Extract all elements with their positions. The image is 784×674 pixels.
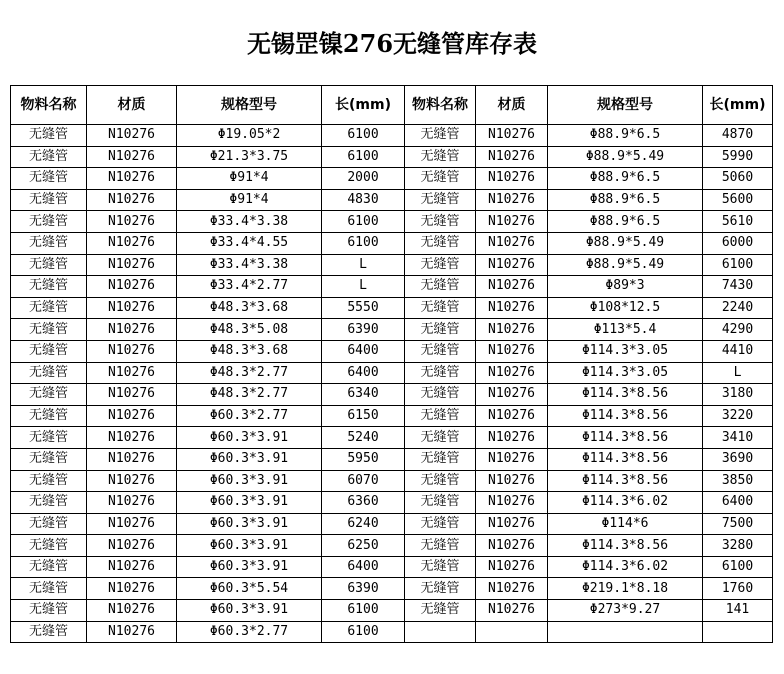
cell-length: 3410	[703, 427, 773, 449]
cell-name: 无缝管	[405, 362, 476, 384]
cell-length: 6400	[322, 556, 405, 578]
cell-spec: Φ88.9*6.5	[548, 189, 703, 211]
cell-name: 无缝管	[405, 600, 476, 622]
cell-length: 6390	[322, 319, 405, 341]
cell-material: N10276	[476, 254, 548, 276]
cell-material: N10276	[476, 535, 548, 557]
cell-material: N10276	[87, 168, 177, 190]
cell-length: 6400	[703, 492, 773, 514]
cell-spec: Φ60.3*2.77	[177, 405, 322, 427]
cell-name: 无缝管	[405, 276, 476, 298]
cell-material: N10276	[476, 427, 548, 449]
cell-name: 无缝管	[405, 254, 476, 276]
cell-length: 5950	[322, 448, 405, 470]
cell-name: 无缝管	[405, 405, 476, 427]
cell-spec: Φ219.1*8.18	[548, 578, 703, 600]
cell-material: N10276	[476, 362, 548, 384]
cell-material: N10276	[87, 556, 177, 578]
cell-name: 无缝管	[405, 513, 476, 535]
cell-name: 无缝管	[405, 448, 476, 470]
cell-name: 无缝管	[405, 232, 476, 254]
empty-cell	[703, 621, 773, 643]
table-row	[11, 340, 773, 362]
cell-material: N10276	[87, 384, 177, 406]
cell-material: N10276	[476, 276, 548, 298]
cell-spec: Φ33.4*4.55	[177, 232, 322, 254]
cell-spec: Φ88.9*5.49	[548, 146, 703, 168]
page-title: 无锡罡镍276无缝管库存表	[246, 29, 538, 58]
table-row	[11, 384, 773, 406]
cell-material: N10276	[87, 405, 177, 427]
table-row	[11, 254, 773, 276]
cell-spec: Φ60.3*2.77	[177, 621, 322, 643]
cell-name: 无缝管	[11, 276, 87, 298]
cell-length: 6100	[703, 254, 773, 276]
cell-length: 3850	[703, 470, 773, 492]
cell-spec: Φ113*5.4	[548, 319, 703, 341]
cell-spec: Φ48.3*3.68	[177, 340, 322, 362]
table-row	[11, 125, 773, 147]
cell-material: N10276	[87, 297, 177, 319]
cell-material: N10276	[87, 276, 177, 298]
cell-length: 4410	[703, 340, 773, 362]
cell-name: 无缝管	[11, 211, 87, 233]
table-row	[11, 211, 773, 233]
cell-name: 无缝管	[11, 168, 87, 190]
cell-spec: Φ60.3*3.91	[177, 492, 322, 514]
header-material: 材质	[87, 86, 177, 125]
cell-length: 6400	[322, 362, 405, 384]
cell-spec: Φ88.9*5.49	[548, 254, 703, 276]
cell-material: N10276	[87, 513, 177, 535]
cell-length: 6100	[322, 232, 405, 254]
cell-spec: Φ60.3*5.54	[177, 578, 322, 600]
cell-name: 无缝管	[405, 189, 476, 211]
table-row	[11, 513, 773, 535]
cell-spec: Φ88.9*6.5	[548, 125, 703, 147]
cell-spec: Φ88.9*5.49	[548, 232, 703, 254]
cell-length: 3220	[703, 405, 773, 427]
cell-name: 无缝管	[11, 448, 87, 470]
header-row	[11, 86, 773, 125]
cell-name: 无缝管	[11, 535, 87, 557]
cell-length: 6070	[322, 470, 405, 492]
cell-spec: Φ114.3*6.02	[548, 556, 703, 578]
cell-name: 无缝管	[11, 513, 87, 535]
header-name: 物料名称	[405, 86, 476, 125]
cell-spec: Φ60.3*3.91	[177, 448, 322, 470]
cell-material: N10276	[476, 448, 548, 470]
header-length: 长(mm)	[322, 86, 405, 125]
cell-length: 3280	[703, 535, 773, 557]
table-row	[11, 232, 773, 254]
cell-length: 6100	[322, 125, 405, 147]
cell-length: 3690	[703, 448, 773, 470]
table-row	[11, 427, 773, 449]
cell-spec: Φ91*4	[177, 168, 322, 190]
cell-length: 4830	[322, 189, 405, 211]
cell-length: 7500	[703, 513, 773, 535]
cell-spec: Φ114.3*8.56	[548, 405, 703, 427]
cell-material: N10276	[87, 362, 177, 384]
cell-spec: Φ88.9*6.5	[548, 211, 703, 233]
cell-name: 无缝管	[11, 340, 87, 362]
cell-spec: Φ114.3*3.05	[548, 340, 703, 362]
cell-spec: Φ114.3*8.56	[548, 448, 703, 470]
cell-spec: Φ114.3*8.56	[548, 427, 703, 449]
cell-spec: Φ89*3	[548, 276, 703, 298]
cell-spec: Φ21.3*3.75	[177, 146, 322, 168]
cell-length: 5060	[703, 168, 773, 190]
table-row	[11, 168, 773, 190]
table-row	[11, 405, 773, 427]
cell-material: N10276	[87, 535, 177, 557]
cell-length: 4870	[703, 125, 773, 147]
cell-name: 无缝管	[11, 578, 87, 600]
empty-cell	[476, 621, 548, 643]
cell-length: L	[322, 254, 405, 276]
cell-length: 1760	[703, 578, 773, 600]
cell-material: N10276	[476, 297, 548, 319]
cell-material: N10276	[87, 146, 177, 168]
table-row	[11, 556, 773, 578]
cell-length: 5990	[703, 146, 773, 168]
cell-length: 6340	[322, 384, 405, 406]
cell-material: N10276	[87, 340, 177, 362]
table-row	[11, 600, 773, 622]
cell-name: 无缝管	[11, 146, 87, 168]
cell-material: N10276	[87, 470, 177, 492]
table-row	[11, 362, 773, 384]
cell-spec: Φ60.3*3.91	[177, 600, 322, 622]
cell-spec: Φ114.3*8.56	[548, 470, 703, 492]
cell-name: 无缝管	[11, 384, 87, 406]
header-name: 物料名称	[11, 86, 87, 125]
cell-name: 无缝管	[11, 125, 87, 147]
cell-spec: Φ60.3*3.91	[177, 427, 322, 449]
cell-name: 无缝管	[11, 492, 87, 514]
cell-name: 无缝管	[405, 146, 476, 168]
inventory-table	[10, 85, 773, 643]
header-spec: 规格型号	[177, 86, 322, 125]
cell-material: N10276	[476, 232, 548, 254]
cell-spec: Φ60.3*3.91	[177, 556, 322, 578]
cell-length: 3180	[703, 384, 773, 406]
cell-name: 无缝管	[405, 319, 476, 341]
table-row	[11, 297, 773, 319]
cell-material: N10276	[476, 211, 548, 233]
cell-spec: Φ19.05*2	[177, 125, 322, 147]
cell-name: 无缝管	[11, 362, 87, 384]
cell-name: 无缝管	[11, 427, 87, 449]
cell-length: 141	[703, 600, 773, 622]
cell-spec: Φ60.3*3.91	[177, 470, 322, 492]
header-spec: 规格型号	[548, 86, 703, 125]
cell-length: L	[322, 276, 405, 298]
cell-length: 6100	[322, 600, 405, 622]
table-row	[11, 276, 773, 298]
cell-material: N10276	[87, 448, 177, 470]
cell-material: N10276	[476, 319, 548, 341]
cell-material: N10276	[87, 211, 177, 233]
table-row	[11, 319, 773, 341]
cell-length: 6250	[322, 535, 405, 557]
cell-material: N10276	[476, 578, 548, 600]
cell-name: 无缝管	[405, 384, 476, 406]
cell-name: 无缝管	[405, 211, 476, 233]
table-row	[11, 189, 773, 211]
cell-spec: Φ33.4*2.77	[177, 276, 322, 298]
cell-length: 6100	[322, 211, 405, 233]
cell-material: N10276	[87, 189, 177, 211]
table-row	[11, 448, 773, 470]
cell-length: 4290	[703, 319, 773, 341]
table-row	[11, 146, 773, 168]
cell-spec: Φ33.4*3.38	[177, 254, 322, 276]
cell-material: N10276	[476, 556, 548, 578]
cell-spec: Φ48.3*2.77	[177, 362, 322, 384]
cell-spec: Φ48.3*2.77	[177, 384, 322, 406]
cell-name: 无缝管	[405, 125, 476, 147]
cell-spec: Φ114.3*8.56	[548, 535, 703, 557]
cell-name: 无缝管	[405, 535, 476, 557]
cell-material: N10276	[476, 146, 548, 168]
cell-material: N10276	[87, 232, 177, 254]
cell-length: 7430	[703, 276, 773, 298]
cell-length: 6360	[322, 492, 405, 514]
cell-name: 无缝管	[11, 405, 87, 427]
cell-material: N10276	[476, 340, 548, 362]
cell-name: 无缝管	[405, 340, 476, 362]
empty-cell	[405, 621, 476, 643]
cell-length: 5600	[703, 189, 773, 211]
cell-material: N10276	[476, 125, 548, 147]
cell-name: 无缝管	[11, 470, 87, 492]
cell-spec: Φ114.3*8.56	[548, 384, 703, 406]
cell-spec: Φ108*12.5	[548, 297, 703, 319]
cell-material: N10276	[476, 470, 548, 492]
header-material: 材质	[476, 86, 548, 125]
empty-cell	[548, 621, 703, 643]
cell-length: 6100	[322, 146, 405, 168]
cell-spec: Φ114.3*6.02	[548, 492, 703, 514]
cell-length: 5550	[322, 297, 405, 319]
cell-name: 无缝管	[11, 556, 87, 578]
cell-material: N10276	[87, 125, 177, 147]
cell-spec: Φ273*9.27	[548, 600, 703, 622]
table-row	[11, 535, 773, 557]
cell-material: N10276	[87, 492, 177, 514]
cell-name: 无缝管	[405, 556, 476, 578]
cell-material: N10276	[476, 600, 548, 622]
cell-length: 6240	[322, 513, 405, 535]
cell-material: N10276	[87, 578, 177, 600]
cell-name: 无缝管	[11, 600, 87, 622]
cell-material: N10276	[87, 621, 177, 643]
cell-name: 无缝管	[405, 297, 476, 319]
cell-name: 无缝管	[11, 254, 87, 276]
cell-length: 5610	[703, 211, 773, 233]
cell-spec: Φ48.3*3.68	[177, 297, 322, 319]
cell-material: N10276	[87, 427, 177, 449]
cell-name: 无缝管	[405, 492, 476, 514]
cell-length: 6000	[703, 232, 773, 254]
cell-length: 6100	[703, 556, 773, 578]
cell-length: 2000	[322, 168, 405, 190]
table-row	[11, 470, 773, 492]
table-row	[11, 578, 773, 600]
cell-material: N10276	[87, 319, 177, 341]
cell-spec: Φ60.3*3.91	[177, 513, 322, 535]
cell-name: 无缝管	[405, 578, 476, 600]
cell-name: 无缝管	[11, 621, 87, 643]
cell-material: N10276	[476, 189, 548, 211]
cell-name: 无缝管	[405, 168, 476, 190]
cell-length: 6390	[322, 578, 405, 600]
cell-name: 无缝管	[11, 297, 87, 319]
cell-spec: Φ114*6	[548, 513, 703, 535]
cell-material: N10276	[87, 600, 177, 622]
cell-spec: Φ114.3*3.05	[548, 362, 703, 384]
cell-material: N10276	[87, 254, 177, 276]
cell-name: 无缝管	[11, 319, 87, 341]
cell-length: 5240	[322, 427, 405, 449]
cell-length: 2240	[703, 297, 773, 319]
cell-material: N10276	[476, 384, 548, 406]
cell-material: N10276	[476, 168, 548, 190]
table-row	[11, 621, 773, 643]
cell-spec: Φ33.4*3.38	[177, 211, 322, 233]
cell-spec: Φ48.3*5.08	[177, 319, 322, 341]
cell-spec: Φ60.3*3.91	[177, 535, 322, 557]
cell-length: 6100	[322, 621, 405, 643]
cell-material: N10276	[476, 405, 548, 427]
cell-spec: Φ91*4	[177, 189, 322, 211]
cell-length: 6150	[322, 405, 405, 427]
header-length: 长(mm)	[703, 86, 773, 125]
cell-length: L	[703, 362, 773, 384]
cell-length: 6400	[322, 340, 405, 362]
cell-spec: Φ88.9*6.5	[548, 168, 703, 190]
cell-name: 无缝管	[11, 189, 87, 211]
cell-name: 无缝管	[405, 470, 476, 492]
cell-material: N10276	[476, 513, 548, 535]
cell-name: 无缝管	[11, 232, 87, 254]
table-row	[11, 492, 773, 514]
cell-name: 无缝管	[405, 427, 476, 449]
cell-material: N10276	[476, 492, 548, 514]
